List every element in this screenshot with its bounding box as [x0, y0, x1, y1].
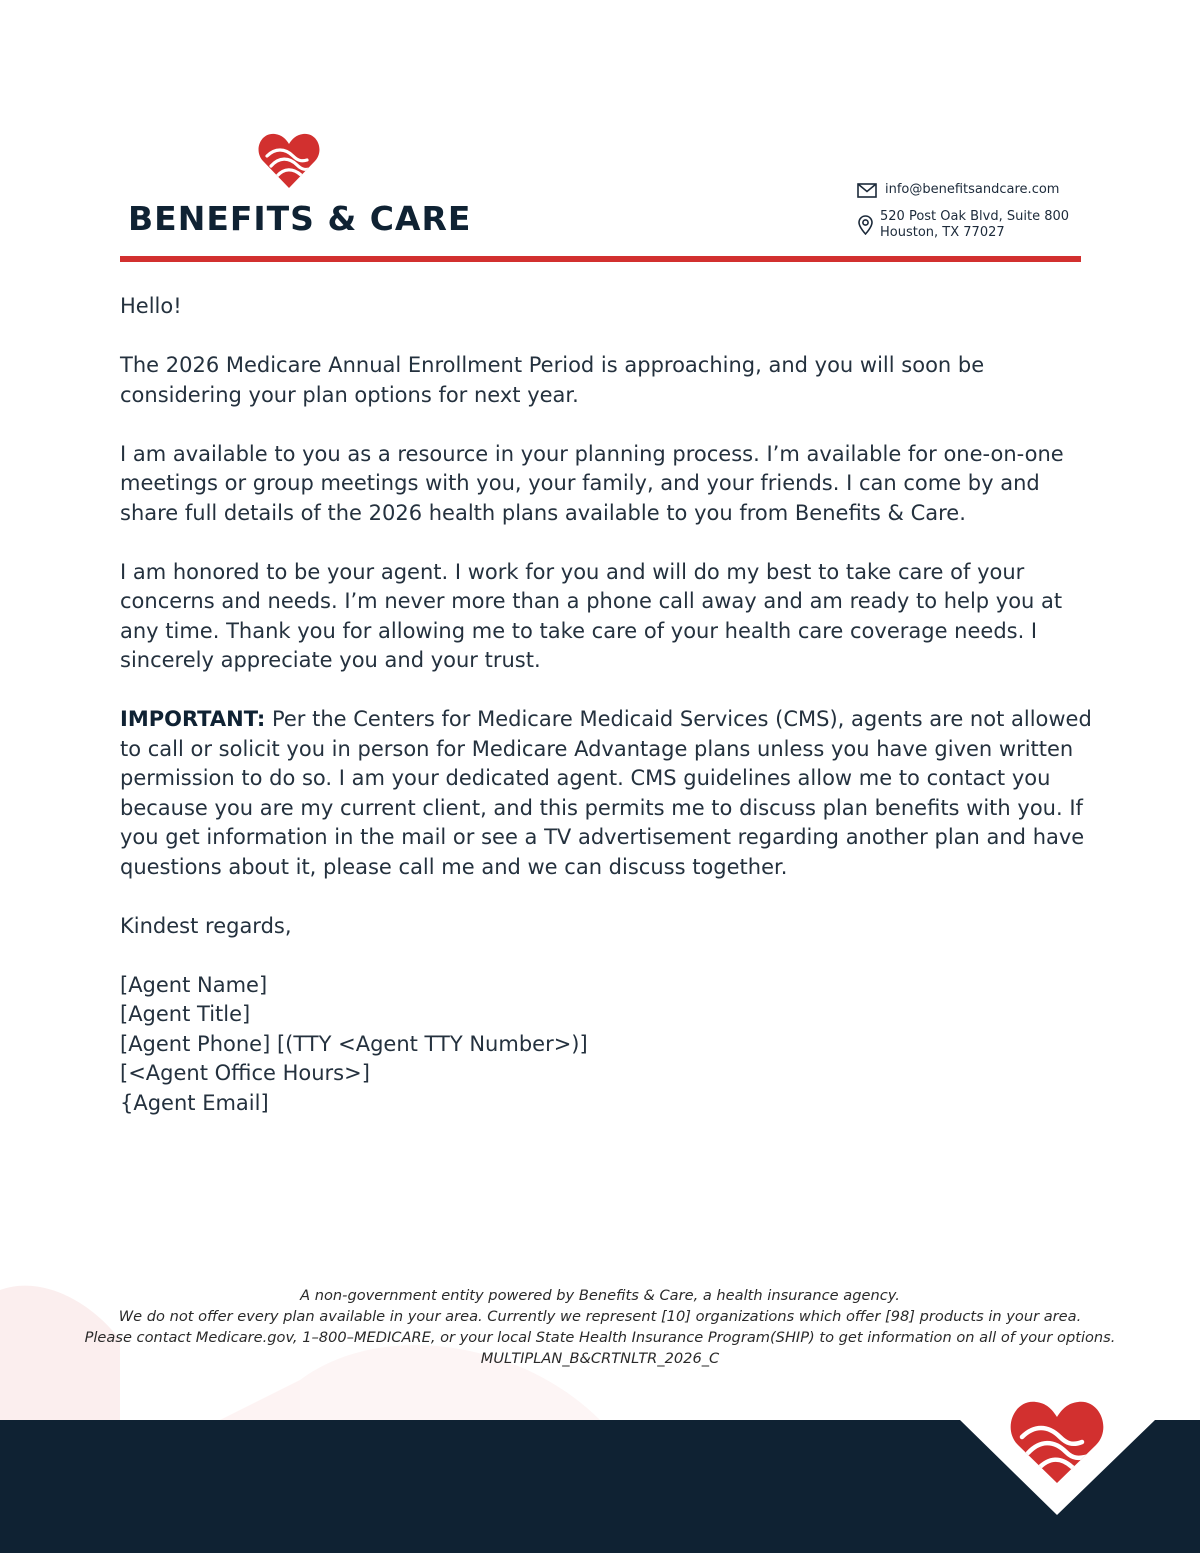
email-text[interactable]: info@benefitsandcare.com	[885, 182, 1060, 197]
contact-email	[857, 182, 1059, 198]
corner-heart-logo-icon	[960, 1375, 1155, 1515]
paragraph-enrollment: The 2026 Medicare Annual Enrollment Period is approaching, and you will soon be considering your plan options for next year.	[120, 353, 985, 407]
greeting: Hello!	[120, 294, 182, 318]
agent-title: [Agent Title]	[120, 1002, 251, 1026]
footer-disclaimer	[70, 1285, 1130, 1369]
disclaimer-line-3: Please contact Medicare.gov, 1–800–MEDICARE, or your local State Health Insurance Program(SHIP) to get information on all of your options.	[84, 1329, 1116, 1346]
important-label: IMPORTANT:	[120, 707, 266, 731]
important-text: Per the Centers for Medicare Medicaid Services (CMS), agents are not allowed to call or solicit you in person for Medicare Advantage plans unless you have given written permission to do so. I am your dedicated agent. CMS guidelines allow me to contact you because you are my current client, and this permits me to discuss plan benefits with you. If you get information in the mail or see a TV advertisement regarding another plan and have questions about it, please call me and we can discuss together.	[120, 707, 1092, 879]
agent-phone: [Agent Phone] [(TTY <Agent TTY Number>)]	[120, 1031, 588, 1056]
disclaimer-line-2: We do not offer every plan available in your area. Currently we represent [10] organizations which offer [98] products in your area.	[118, 1308, 1082, 1325]
heart-logo-icon	[257, 130, 321, 190]
agent-name: [Agent Name]	[120, 972, 268, 997]
paragraph-honored: I am honored to be your agent. I work for you and will do my best to take care of your concerns and needs. I’m never more than a phone call away and am ready to help you at any time. Thank you for allowing me to take care of your health care coverage needs. I sincerely appreciate you and your trust.	[120, 559, 1063, 672]
closing: Kindest regards,	[120, 913, 292, 938]
agent-email: {Agent Email]	[120, 1090, 269, 1115]
paragraph-availability: I am available to you as a resource in your planning process. I’m available for one-on-one meetings or group meetings with you, your family, and your friends. I can come by and share full details of the 2026 health plans available to you from Benefits & Care.	[120, 441, 1064, 525]
header-divider	[120, 256, 1081, 262]
address-line-2: Houston, TX 77027	[880, 225, 1005, 240]
contact-address	[857, 209, 1069, 241]
location-pin-icon	[857, 215, 874, 235]
envelope-icon	[857, 183, 877, 198]
disclaimer-line-1: A non-government entity powered by Benefits & Care, a health insurance agency.	[300, 1287, 900, 1304]
brand-name: BENEFITS & CARE	[128, 199, 472, 238]
agent-office-hours: [<Agent Office Hours>]	[120, 1061, 370, 1085]
letter-body	[120, 292, 1095, 1118]
document-code: MULTIPLAN_B&CRTNLTR_2026_C	[480, 1350, 720, 1367]
address-line-1: 520 Post Oak Blvd, Suite 800	[880, 209, 1070, 224]
signature-block	[120, 971, 1095, 1119]
paragraph-important	[120, 705, 1095, 882]
